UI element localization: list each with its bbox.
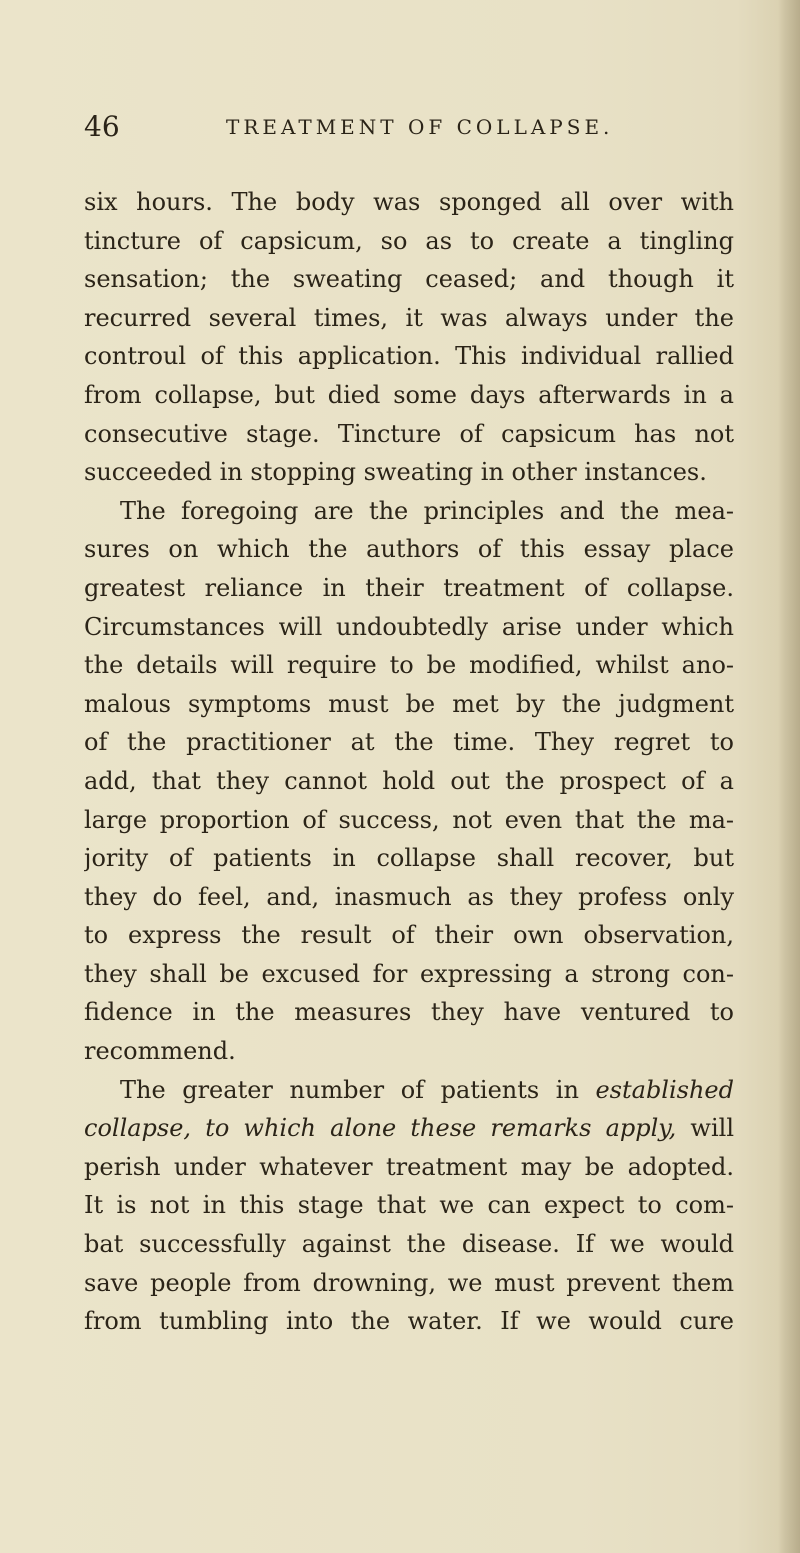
text-line: recommend. <box>84 1037 236 1066</box>
text-fragment: will <box>676 1114 734 1143</box>
text-line: succeeded in stopping sweating in other instances. <box>84 458 707 487</box>
text-line: greatest reliance in their treatment of collapse. <box>84 573 734 602</box>
text-line <box>84 1109 734 1148</box>
text-line: fidence in the measures they have ventured to <box>84 998 734 1027</box>
text-line: of the practitioner at the time. They regret to <box>84 728 734 757</box>
text-line: It is not in this stage that we can expect to com- <box>84 1191 734 1220</box>
text-line: controul of this application. This individual rallied <box>84 342 734 371</box>
text-line: to express the result of their own observation, <box>84 921 734 950</box>
text-line: from collapse, but died some days afterwards in a <box>84 380 734 409</box>
paragraph-start-line: The foregoing are the principles and the mea- <box>120 496 734 525</box>
running-head <box>84 107 704 147</box>
page-edge-shadow <box>778 0 800 1553</box>
text-line: Circumstances will undoubtedly arise under which <box>84 612 734 641</box>
text-line: sensation; the sweating ceased; and though it <box>84 265 734 294</box>
text-line: jority of patients in collapse shall recover, but <box>84 844 734 873</box>
text-line: six hours. The body was sponged all over with <box>84 188 734 216</box>
text-fragment: The greater number of patients in <box>120 1075 596 1104</box>
text-line: perish under whatever treatment may be adopted. <box>84 1152 734 1181</box>
text-line: large proportion of success, not even that the ma- <box>84 805 734 834</box>
text-line: recurred several times, it was always under the <box>84 303 734 332</box>
text-line: sures on which the authors of this essay place <box>84 535 734 564</box>
italic-text-fragment: established <box>595 1075 734 1104</box>
text-line: add, that they cannot hold out the prospect of a <box>84 766 734 795</box>
text-line: consecutive stage. Tincture of capsicum has not <box>84 419 734 448</box>
italic-text-fragment: collapse, to which alone these remarks apply, <box>84 1114 677 1143</box>
text-line: they do feel, and, inasmuch as they profess only <box>84 882 734 911</box>
running-title: TREATMENT OF COLLAPSE. <box>226 115 614 139</box>
text-line: they shall be excused for expressing a strong con- <box>84 959 734 988</box>
text-line: the details will require to be modified, whilst ano- <box>84 651 734 680</box>
text-line: malous symptoms must be met by the judgment <box>84 689 734 718</box>
text-line: tincture of capsicum, so as to create a tingling <box>84 226 734 255</box>
text-line: save people from drowning, we must prevent them <box>84 1268 734 1297</box>
page-number: 46 <box>84 110 120 143</box>
body-text <box>84 183 734 1341</box>
text-line: bat successfully against the disease. If we would <box>84 1230 734 1259</box>
paragraph-start-line <box>84 1071 734 1110</box>
text-line: from tumbling into the water. If we would cure <box>84 1307 734 1336</box>
